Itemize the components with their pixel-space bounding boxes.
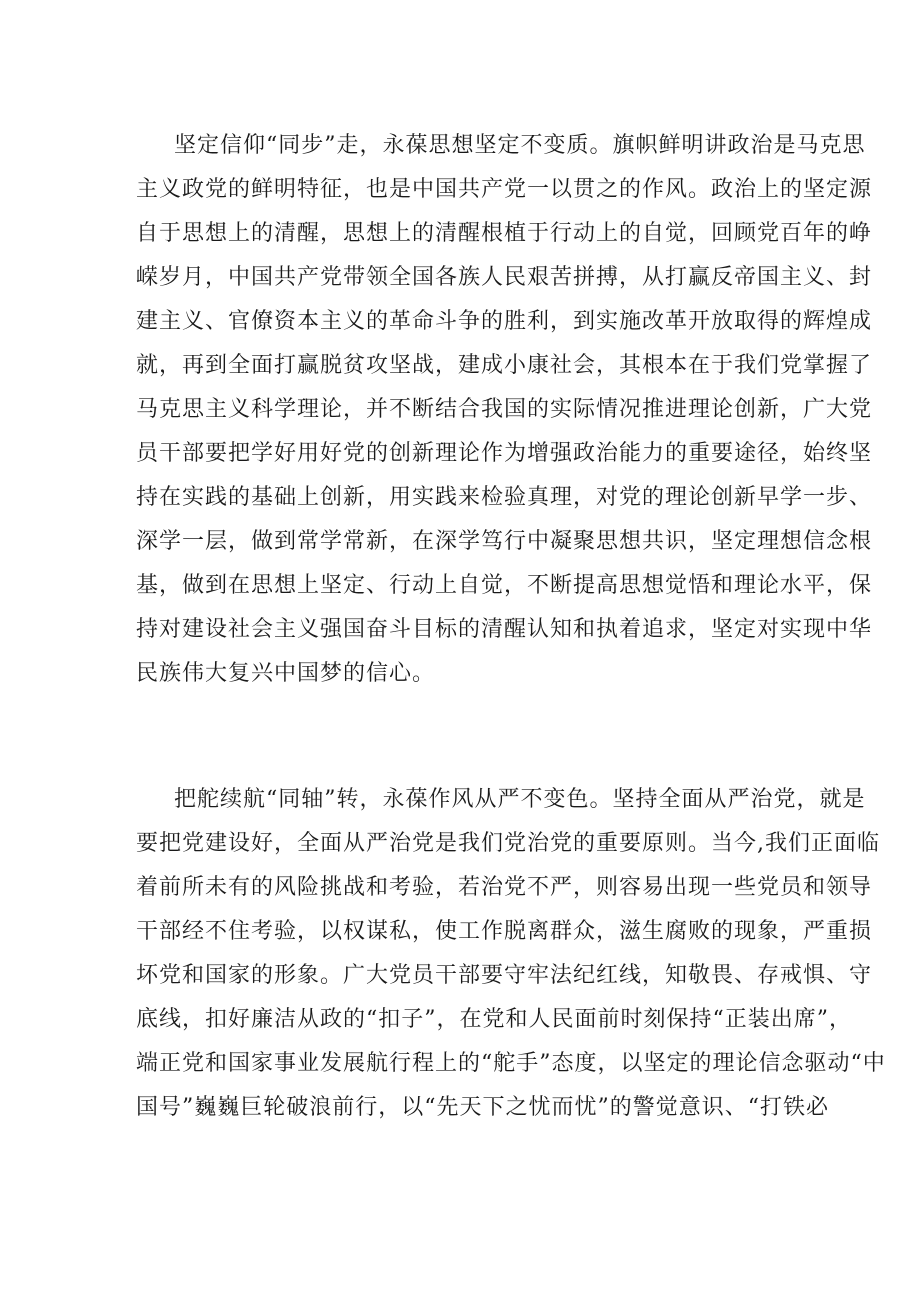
paragraph-line: 持在实践的基础上创新，用实践来检验真理，对党的理论创新早学一步、 bbox=[136, 485, 873, 510]
paragraph-line: 底线，扣好廉洁从政的“扣子”，在党和人民面前时刻保持“正装出席”， bbox=[136, 1007, 852, 1032]
paragraph-line: 干部经不住考验，以权谋私，使工作脱离群众，滋生腐败的现象，严重损 bbox=[136, 919, 873, 944]
paragraph-line: 要把党建设好，全面从严治党是我们党治党的重要原则。当今,我们正面临 bbox=[136, 831, 880, 856]
paragraph-line: 端正党和国家事业发展航行程上的“舵手”态度，以坚定的理论信念驱动“中 bbox=[136, 1051, 886, 1076]
paragraph-line: 建主义、官僚资本主义的革命斗争的胜利，到实施改革开放取得的辉煌成 bbox=[136, 309, 873, 334]
paragraph-line: 主义政党的鲜明特征，也是中国共产党一以贯之的作风。政治上的坚定源 bbox=[136, 177, 873, 202]
paragraph-1 bbox=[136, 124, 873, 696]
paragraph-line: 坚定信仰“同步”走，永葆思想坚定不变质。旗帜鲜明讲政治是马克思 bbox=[174, 133, 866, 158]
paragraph-line: 把舵续航“同轴”转，永葆作风从严不变色。坚持全面从严治党，就是 bbox=[174, 787, 866, 812]
paragraph-line: 民族伟大复兴中国梦的信心。 bbox=[136, 661, 436, 686]
paragraph-line: 持对建设社会主义强国奋斗目标的清醒认知和执着追求，坚定对实现中华 bbox=[136, 617, 873, 642]
paragraph-line: 员干部要把学好用好党的创新理论作为增强政治能力的重要途径，始终坚 bbox=[136, 441, 873, 466]
paragraph-line: 嵘岁月，中国共产党带领全国各族人民艰苦拼搏，从打赢反帝国主义、封 bbox=[136, 265, 873, 290]
paragraph-line: 基，做到在思想上坚定、行动上自觉，不断提高思想觉悟和理论水平，保 bbox=[136, 573, 873, 598]
paragraph-line: 自于思想上的清醒，思想上的清醒根植于行动上的自觉，回顾党百年的峥 bbox=[136, 221, 873, 246]
paragraph-line: 国号”巍巍巨轮破浪前行，以“先天下之忧而忧”的警觉意识、“打铁必 bbox=[136, 1095, 829, 1120]
paragraph-line: 马克思主义科学理论，并不断结合我国的实际情况推进理论创新，广大党 bbox=[136, 397, 873, 422]
paragraph-line: 着前所未有的风险挑战和考验，若治党不严，则容易出现一些党员和领导 bbox=[136, 875, 873, 900]
paragraph-line: 就，再到全面打赢脱贫攻坚战，建成小康社会，其根本在于我们党掌握了 bbox=[136, 353, 873, 378]
paragraph-2 bbox=[136, 778, 886, 1130]
paragraph-line: 坏党和国家的形象。广大党员干部要守牢法纪红线，知敬畏、存戒惧、守 bbox=[136, 963, 873, 988]
paragraph-line: 深学一层，做到常学常新，在深学笃行中凝聚思想共识，坚定理想信念根 bbox=[136, 529, 873, 554]
